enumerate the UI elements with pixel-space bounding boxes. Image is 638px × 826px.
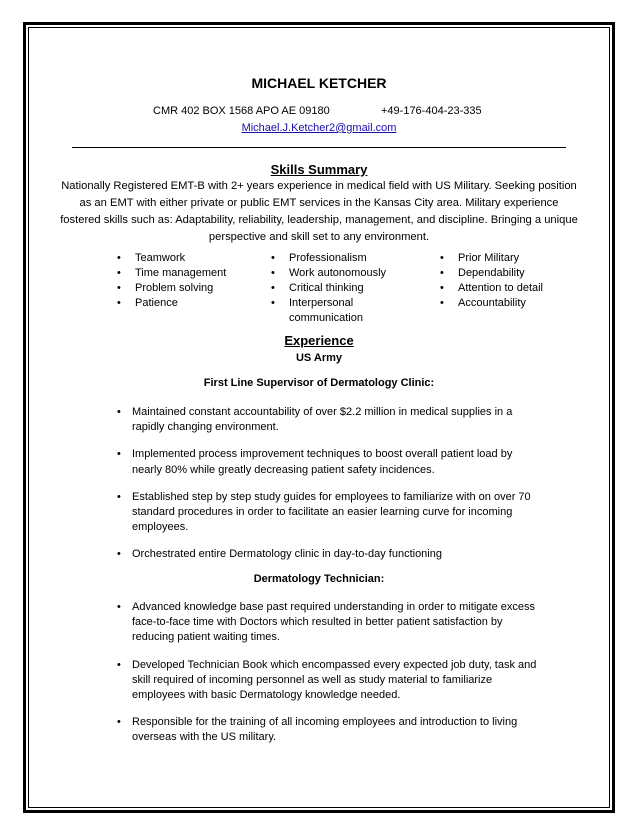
- experience-heading: Experience: [284, 333, 354, 348]
- candidate-name: MICHAEL KETCHER: [251, 75, 387, 91]
- address: CMR 402 BOX 1568 APO AE 09180: [153, 105, 330, 117]
- experience-bullet: • Developed Technician Book which encompassed every expected job duty, task and skill required of incoming personnel as well as study material to familiarize employees with basic Dermatology knowledge needed.: [117, 658, 537, 704]
- role-title-technician: Dermatology Technician:: [253, 573, 385, 585]
- email-link[interactable]: Michael.J.Ketcher2@gmail.com: [241, 122, 397, 134]
- skill-item: • Critical thinking: [271, 281, 396, 296]
- experience-bullet: • Established step by step study guides for employees to familiarize with on over 70 standard procedures in order to facilitate an easier learning curve for incoming employees.: [117, 490, 537, 536]
- role2-bullet-list: [117, 600, 537, 746]
- phone-number: +49-176-404-23-335: [381, 105, 482, 117]
- skills-summary-heading: Skills Summary: [270, 162, 368, 177]
- experience-bullet: • Responsible for the training of all incoming employees and introduction to living overseas with the US military.: [117, 715, 537, 745]
- skill-item: • Patience: [117, 296, 257, 311]
- experience-bullet: • Maintained constant accountability of over $2.2 million in medical supplies in a rapidly changing environment.: [117, 405, 537, 435]
- skill-item: • Accountability: [440, 296, 580, 311]
- employer-name: US Army: [295, 352, 343, 364]
- skill-item: • Problem solving: [117, 281, 257, 296]
- header-divider: [72, 147, 566, 148]
- skills-column-2: [271, 251, 396, 326]
- experience-bullet: • Advanced knowledge base past required understanding in order to mitigate excess face-to-face time with Doctors which resulted in better patient satisfaction by reducing patient waiting times.: [117, 600, 537, 646]
- skills-column-1: [117, 251, 257, 311]
- skills-summary-text: Nationally Registered EMT-B with 2+ years experience in medical field with US Military. Seeking position as an EMT with either private or public EMT services in the Kansas City area. Military experience fostered skills such as: Adaptability, reliability, leadership, management, and discipline. Bringing a unique perspective and skill set to any environment.: [60, 180, 578, 243]
- skill-item: • Dependability: [440, 266, 580, 281]
- role-title-supervisor: First Line Supervisor of Dermatology Clinic:: [203, 377, 435, 389]
- skills-column-3: [440, 251, 580, 311]
- skill-item: • Professionalism: [271, 251, 396, 266]
- role1-bullet-list: [117, 405, 537, 563]
- experience-bullet: • Orchestrated entire Dermatology clinic in day-to-day functioning: [117, 547, 537, 562]
- skill-item: • Interpersonal communication: [271, 296, 396, 326]
- skill-item: • Attention to detail: [440, 281, 580, 296]
- skill-item: • Time management: [117, 266, 257, 281]
- skill-item: • Prior Military: [440, 251, 580, 266]
- skill-item: • Teamwork: [117, 251, 257, 266]
- skill-item: • Work autonomously: [271, 266, 396, 281]
- experience-bullet: • Implemented process improvement techniques to boost overall patient load by nearly 80% while greatly decreasing patient safety incidences.: [117, 447, 537, 477]
